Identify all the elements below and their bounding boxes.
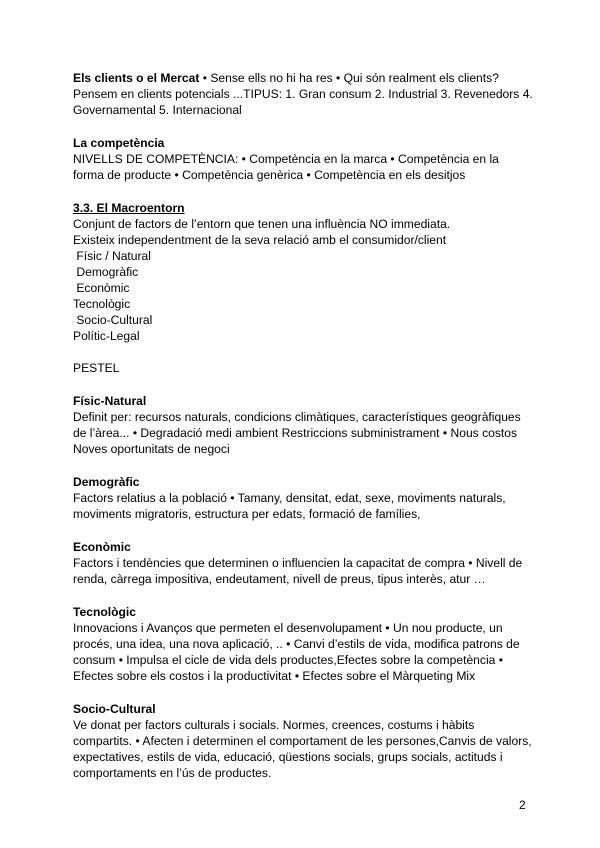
demografic-section (73, 474, 533, 522)
fisic-text: Definit per: recursos naturals, condicions climàtiques, característiques geogràfiques de l’àrea... • Degradació medi ambient Restriccions subministrament • Nous costos Noves oportunitats de negoci (73, 410, 521, 456)
sociocultural-section (73, 701, 533, 781)
clients-text: • Sense ells no hi ha res • Qui són realment els clients? Pensem en clients potencials ...TIPUS: 1. Gran consum 2. Industrial 3. Revenedors 4. Governamental 5. Internacional (73, 71, 533, 117)
tecnologic-section (73, 604, 533, 684)
economic-heading: Econòmic (73, 540, 131, 554)
macroentorn-line2: Existeix independentment de la seva relació amb el consumidor/client (73, 233, 447, 247)
economic-section (73, 539, 533, 587)
clients-paragraph (73, 70, 533, 118)
tecnologic-text: Innovacions i Avanços que permeten el desenvolupament • Un nou producte, un procés, una idea, una nova aplicació, .. • Canvi d’estils de vida, modifica patrons de consum • Impulsa el cicle de vida dels productes,Efectes sobre la competència • Efectes sobre els costos i la productivitat • Efectes sobre el Màrqueting Mix (73, 621, 520, 683)
competencia-section (73, 135, 533, 183)
sociocultural-heading: Socio-Cultural (73, 702, 156, 716)
macroentorn-line1: Conjunt de factors de l’entorn que tenen una influència NO immediata. (73, 217, 451, 231)
pestel-label: PESTEL (73, 361, 120, 375)
economic-text: Factors i tendències que determinen o influencien la capacitat de compra • Nivell de renda, càrrega impositiva, endeutament, nivell de preus, tipus interès, atur … (73, 556, 523, 586)
macroentorn-item: Tecnològic (73, 297, 131, 311)
clients-heading: Els clients o el Mercat (73, 71, 200, 85)
macroentorn-heading: 3.3. El Macroentorn (73, 201, 185, 215)
macroentorn-section (73, 200, 533, 376)
demografic-heading: Demogràfic (73, 475, 140, 489)
macroentorn-item: Físic / Natural (73, 249, 151, 263)
competencia-text: NIVELLS DE COMPETÈNCIA: • Competència en la marca • Competència en la forma de producte • Competència genèrica • Competència en els desitjos (73, 152, 499, 182)
document-page (73, 70, 533, 781)
competencia-heading: La competència (73, 136, 165, 150)
macroentorn-item: Econòmic (73, 281, 130, 295)
page-number: 2 (519, 798, 526, 812)
fisic-heading: Físic-Natural (73, 394, 147, 408)
macroentorn-item: Demogràfic (73, 265, 139, 279)
tecnologic-heading: Tecnològic (73, 605, 136, 619)
macroentorn-item: Polític-Legal (73, 329, 140, 343)
demografic-text: Factors relatius a la població • Tamany, densitat, edat, sexe, moviments naturals, moviments migratoris, estructura per edats, formació de famílies, (73, 491, 506, 521)
macroentorn-item: Socio-Cultural (73, 313, 153, 327)
sociocultural-text: Ve donat per factors culturals i socials. Normes, creences, costums i hàbits compartits. • Afecten i determinen el comportament de les persones,Canvis de valors, expectatives, estils de vida, educació, qüestions socials, grups socials, actituds i comportaments en l’ús de productes. (73, 718, 532, 780)
fisic-section (73, 393, 533, 457)
